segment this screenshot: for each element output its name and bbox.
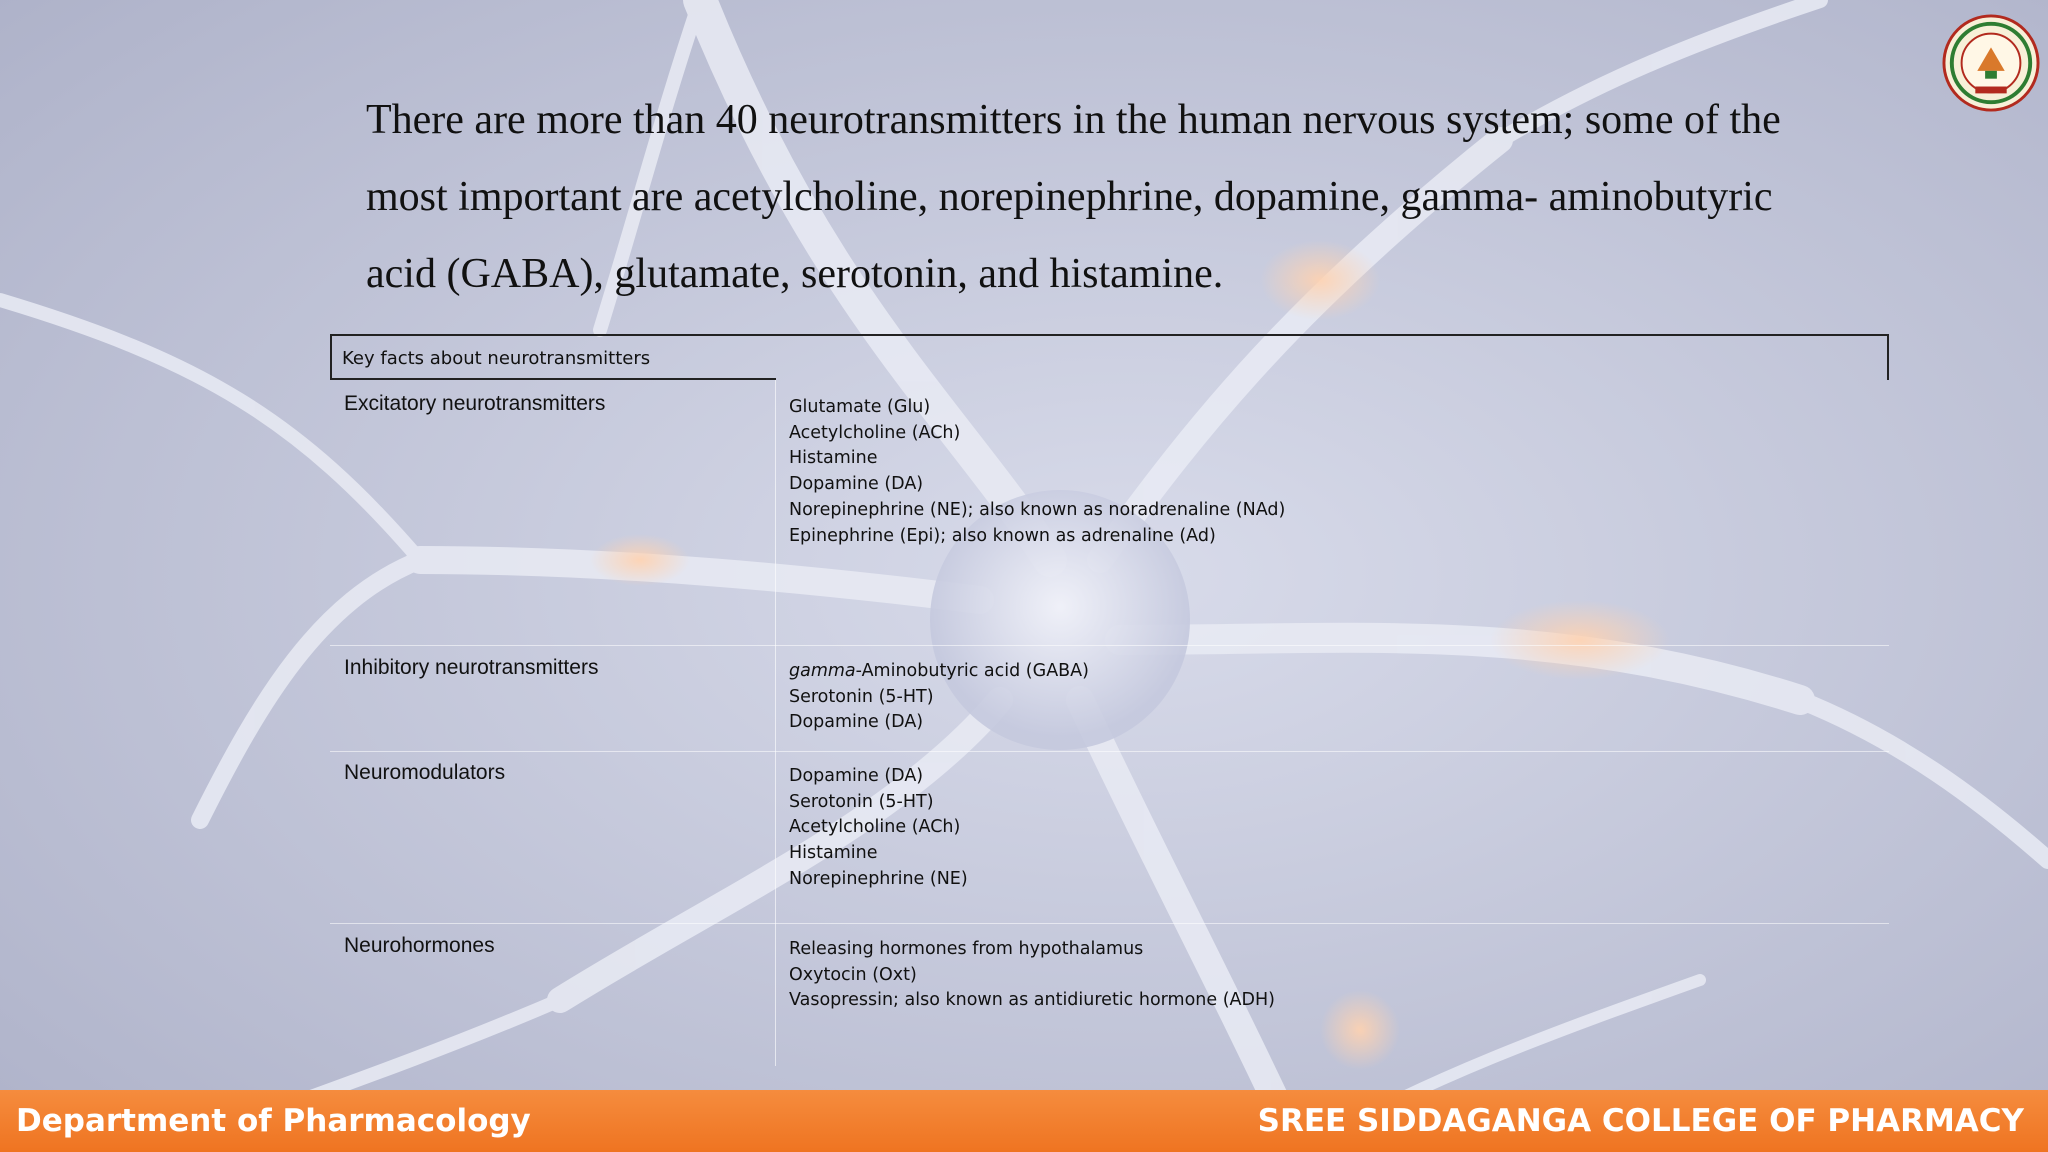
row-divider [330, 923, 1889, 924]
row-divider [330, 751, 1889, 752]
list-item: Histamine [789, 843, 878, 864]
list-item: Acetylcholine (ACh) [789, 817, 961, 838]
list-item: Dopamine (DA) [789, 766, 924, 786]
item-text: -Aminobutyric acid (GABA) [855, 661, 1089, 681]
list-item: Norepinephrine (NE) [789, 868, 968, 889]
college-logo-icon [1942, 14, 2040, 112]
list-item: Serotonin (5-HT) [789, 686, 934, 707]
footer-bar [0, 1090, 2048, 1152]
italic-prefix: gamma [789, 661, 856, 681]
item-list [789, 395, 1285, 549]
list-item: Acetylcholine (ACh) [789, 422, 961, 443]
list-item: Norepinephrine (NE); also known as noradrenaline (NAd) [789, 499, 1286, 520]
list-item: Releasing hormones from hypothalamus [789, 939, 1144, 959]
table-title: Key facts about neurotransmitters [330, 334, 776, 380]
item-list [789, 937, 1275, 1014]
intro-paragraph: There are more than 40 neurotransmitters in the human nervous system; some of the most important are acetylcholine, norepinephrine, dopamine, gamma- aminobutyric acid (GABA), glutamate, serotonin, and histamine. [366, 97, 1781, 297]
list-item: Epinephrine (Epi); also known as adrenaline (Ad) [789, 525, 1216, 546]
column-divider [775, 380, 776, 1066]
list-item: Histamine [789, 448, 878, 469]
category-label: Neurohormones [344, 934, 495, 957]
list-item [789, 659, 1089, 685]
footer-college-name: SREE SIDDAGANGA COLLEGE OF PHARMACY [1257, 1103, 2024, 1139]
list-item: Glutamate (Glu) [789, 397, 931, 417]
list-item: Oxytocin (Oxt) [789, 964, 917, 985]
item-list [789, 764, 968, 893]
list-item: Dopamine (DA) [789, 712, 924, 733]
list-item: Dopamine (DA) [789, 474, 924, 495]
category-label: Excitatory neurotransmitters [344, 392, 606, 415]
category-label: Neuromodulators [344, 761, 506, 784]
footer-department: Department of Pharmacology [16, 1103, 531, 1139]
list-item: Serotonin (5-HT) [789, 791, 934, 812]
row-divider [330, 645, 1889, 646]
table-header-border [776, 334, 1889, 380]
item-list [789, 659, 1089, 736]
category-label: Inhibitory neurotransmitters [344, 656, 599, 679]
list-item: Vasopressin; also known as antidiuretic hormone (ADH) [789, 990, 1275, 1011]
